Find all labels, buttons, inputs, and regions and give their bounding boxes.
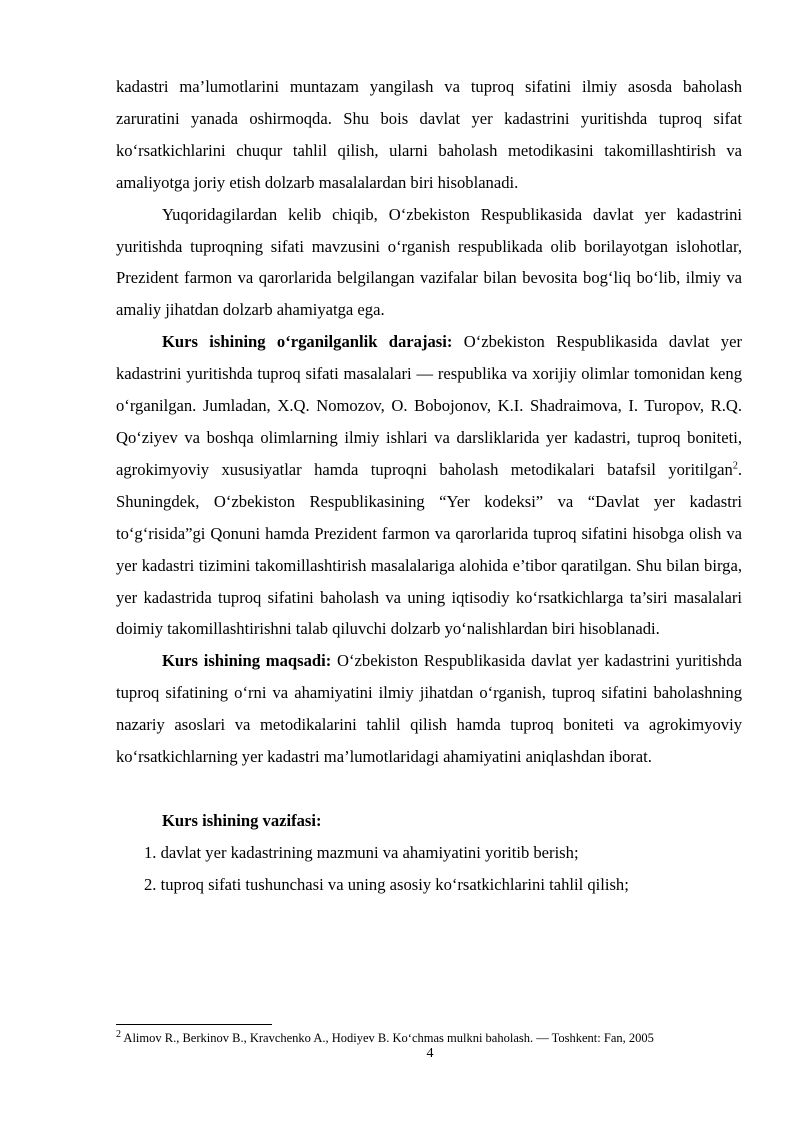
paragraph-gap bbox=[116, 773, 742, 805]
study-level-heading: Kurs ishining o‘rganilganlik darajasi: bbox=[162, 332, 453, 352]
paragraph-study-level bbox=[116, 326, 742, 645]
study-level-text-continued: . Shuningdek, O‘zbekiston Respublikasining “Yer kodeksi” va “Davlat yer kadastri to‘g‘risida”gi Qonuni hamda Prezident farmon va qarorlarida tuproq sifatini hisobga olish va yer kadastri tizimini takomillashtirish masalalariga alohida e’tibor qaratilgan. Shu bilan birga, yer kadastrida tuproq sifatini baholash va uning iqtisodiy ko‘rsatkichlarga ta’siri masalalari doimiy takomillashtirishni talab qiluvchi dolzarb yo‘nalishlardan biri hisoblanadi. bbox=[116, 459, 742, 639]
footnote bbox=[116, 1030, 756, 1046]
paragraph-goal bbox=[116, 645, 742, 773]
tasks-heading: Kurs ishining vazifasi: bbox=[162, 810, 322, 830]
paragraph-2: Yuqoridagilardan kelib chiqib, O‘zbekiston Respublikasida davlat yer kadastrini yuritishda tuproqning sifati mavzusini o‘rganish respublikada olib borilayotgan islohotlar, Prezident farmon va qarorlarida belgilangan vazifalar bilan bevosita bog‘liq bo‘lib, ilmiy va amaliy jihatdan dolzarb ahamiyatga ega. bbox=[116, 204, 742, 320]
page-number: 4 bbox=[426, 1046, 434, 1061]
paragraph-tasks bbox=[116, 805, 742, 837]
goal-heading: Kurs ishining maqsadi: bbox=[162, 651, 332, 671]
body-text bbox=[116, 71, 742, 901]
footnote-mark: 2 bbox=[116, 1028, 121, 1040]
task-item-1: 1. davlat yer kadastrining mazmuni va ahamiyatini yoritib berish; bbox=[144, 842, 579, 862]
paragraph-1: kadastri ma’lumotlarini muntazam yangilash va tuproq sifatini ilmiy asosda baholash zaruratini yanada oshirmoqda. Shu bois davlat yer kadastrini yuritishda tuproq sifat ko‘rsatkichlarini chuqur tahlil qilish, ularni baholash metodikasini takomillashtirish va amaliyotga joriy etish dolzarb masalalardan biri hisoblanadi. bbox=[116, 77, 742, 192]
goal-text: O‘zbekiston Respublikasida davlat yer kadastrini yuritishda tuproq sifatining o‘rni va ahamiyatini ilmiy jihatdan o‘rganish, tuproq sifatini baholashning nazariy asoslari va metodikalarini tahlil qilish hamda tuproq boniteti va agrokimyoviy ko‘rsatkichlarning yer kadastri ma’lumotlaridagi ahamiyatini aniqlashdan iborat. bbox=[116, 651, 742, 767]
footnote-text: Alimov R., Berkinov B., Kravchenko A., Hodiyev B. Ko‘chmas mulkni baholash. — Toshkent: Fan, 2005 bbox=[121, 1031, 654, 1045]
footnote-separator bbox=[116, 1024, 272, 1025]
task-item-2: 2. tuproq sifati tushunchasi va uning asosiy ko‘rsatkichlarini tahlil qilish; bbox=[144, 874, 629, 894]
footnote-reference[interactable]: 2 bbox=[732, 460, 738, 472]
study-level-text: O‘zbekiston Respublikasida davlat yer kadastrini yuritishda tuproq sifati masalalari — respublika va xorijiy olimlar tomonidan keng o‘rganilgan. Jumladan, X.Q. Nomozov, O. Bobojonov, K.I. Shadraimova, I. Turopov, R.Q. Qo‘ziyev va boshqa olimlarning ilmiy ishlari va darsliklarida yer kadastri, tuproq boniteti, agrokimyoviy xususiyatlar hamda tuproqni baholash metodikalari batafsil yoritilgan bbox=[116, 332, 742, 479]
